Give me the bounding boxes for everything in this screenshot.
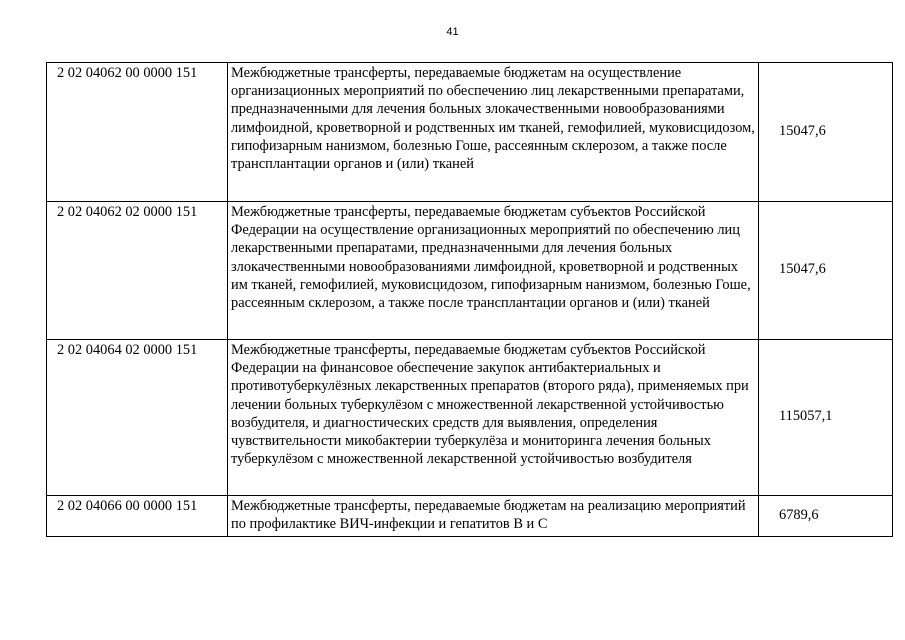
description-cell: Межбюджетные трансферты, передаваемые бюджетам субъектов Российской Федерации на финансовое обеспечение закупок антибактериальных и противотуберкулёзных лекарственных препаратов (второго ряда), применяемых при лечении больных туберкулёзом с множественной лекарственной устойчивостью возбудителя, и диагностических средств для выявления, определения чувствительности микобактерии туберкулёза и мониторинга лечения больных туберкулёзом с множественной лекарственной устойчивостью возбудителя [228, 340, 759, 496]
amount-cell: 15047,6 [759, 202, 893, 340]
budget-code-cell: 2 02 04066 00 0000 151 [47, 496, 228, 537]
description-cell: Межбюджетные трансферты, передаваемые бюджетам субъектов Российской Федерации на осуществление организационных мероприятий по обеспечению лиц лекарственными препаратами, предназначенными для лечения больных злокачественными новообразованиями лимфоидной, кроветворной и родственных им тканей, гемофилией, муковисцидозом, гипофизарным нанизмом, болезнью Гоше, рассеянным склерозом, а также после трансплантации органов и (или) тканей [228, 202, 759, 340]
amount-cell: 6789,6 [759, 496, 893, 537]
budget-code-cell: 2 02 04064 02 0000 151 [47, 340, 228, 496]
table-row [47, 340, 893, 496]
table-row [47, 63, 893, 202]
budget-code-cell: 2 02 04062 00 0000 151 [47, 63, 228, 202]
budget-table [46, 62, 893, 537]
amount-cell: 115057,1 [759, 340, 893, 496]
amount-cell: 15047,6 [759, 63, 893, 202]
table-row [47, 496, 893, 537]
description-cell: Межбюджетные трансферты, передаваемые бюджетам на реализацию мероприятий по профилактике ВИЧ-инфекции и гепатитов В и С [228, 496, 759, 537]
table-row [47, 202, 893, 340]
page-number: 41 [446, 26, 459, 38]
description-cell: Межбюджетные трансферты, передаваемые бюджетам на осуществление организационных мероприятий по обеспечению лиц лекарственными препаратами, предназначенными для лечения больных злокачественными новообразованиями лимфоидной, кроветворной и родственных им тканей, гемофилией, муковисцидозом, гипофизарным нанизмом, болезнью Гоше, рассеянным склерозом, а также после трансплантации органов и (или) тканей [228, 63, 759, 202]
budget-code-cell: 2 02 04062 02 0000 151 [47, 202, 228, 340]
